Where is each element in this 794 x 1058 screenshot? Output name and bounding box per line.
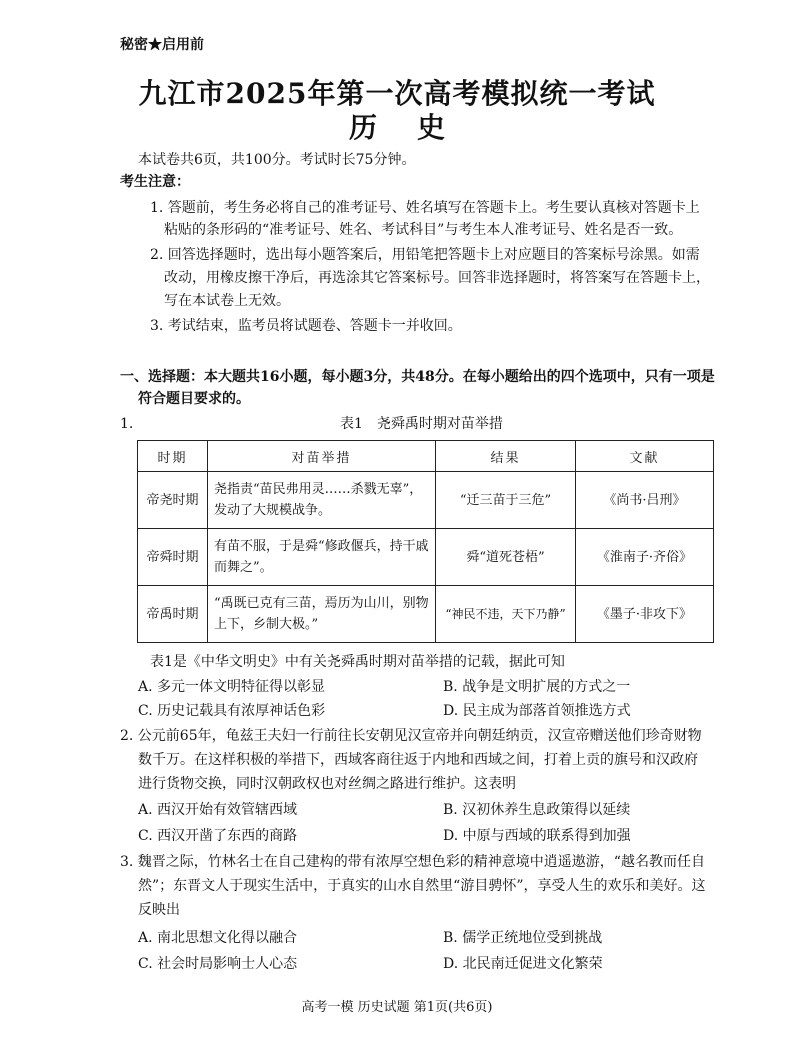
table-row [138,529,714,586]
table-cell: “迁三苗于三危” [436,472,576,529]
q3-stem-line: 然”；东晋文人于现实生活中，于真实的山水自然里“游目骋怀”，享受人生的欢乐和美好。这 [138,878,706,894]
section-heading-cont: 符合题目要求的。 [138,391,250,407]
table-cell: “禹既已克有三苗，焉历为山川，别物上下，乡制大极。” [208,586,436,643]
table-header: 对苗举措 [208,441,436,472]
notice-line: 改动，用橡皮擦干净后，再选涂其它答案标号。回答非选择题时，将答案写在答题卡上， [164,270,710,286]
q3-option-b: B. 儒学正统地位受到挑战 [443,930,603,946]
q1-option-c: C. 历史记载具有浓厚神话色彩 [138,703,326,719]
notice-line: 1. 答题前，考生务必将自己的准考证号、姓名填写在答题卡上。考生要认真核对答题卡上 [150,200,700,216]
q1-option-d: D. 民主成为部落首领推选方式 [443,703,631,719]
q3-stem-line: 3. 魏晋之际，竹林名士在自己建构的带有浓厚空想色彩的精神意境中逍遥遨游，“越名教而任自 [120,854,705,870]
q3-option-d: D. 北民南迁促进文化繁荣 [443,956,603,972]
exam-intro: 本试卷共6页，共100分。考试时长75分钟。 [138,152,416,168]
table-cell: 帝尧时期 [138,472,208,529]
notice-line: 2. 回答选择题时，选出每小题答案后，用铅笔把答题卡上对应题目的答案标号涂黑。如需 [150,247,700,263]
table-cell: “神民不违，天下乃静” [436,586,576,643]
notice-line: 粘贴的条形码的“准考证号、姓名、考试科目”与考生本人准考证号、姓名是否一致。 [164,222,683,238]
table-cell: 帝舜时期 [138,529,208,586]
confidential-mark: 秘密★启用前 [120,37,204,53]
q2-option-c: C. 西汉开凿了东西的商路 [138,828,298,844]
page-footer: 高考一模 历史试题 第1页(共6页) [301,1000,493,1015]
q2-option-b: B. 汉初休养生息政策得以延续 [443,802,631,818]
q3-option-c: C. 社会时局影响士人心态 [138,956,298,972]
q1-option-b: B. 战争是文明扩展的方式之一 [443,679,631,695]
notice-line: 3. 考试结束，监考员将试题卷、答题卡一并收回。 [150,318,462,334]
q1-table [137,440,714,643]
table-row [138,586,714,643]
table-cell: 舜“道死苍梧” [436,529,576,586]
table-cell: 有苗不服，于是舜“修政偃兵，持干戚而舞之”。 [208,529,436,586]
table-cell: 帝禹时期 [138,586,208,643]
q1-number: 1. [120,416,134,432]
notice-title: 考生注意： [120,174,190,190]
table-header: 文献 [576,441,714,472]
table-caption: 表1 尧舜禹时期对苗举措 [340,416,503,432]
q2-stem-line: 进行货物交换，同时汉朝政权也对丝绸之路进行维护。这表明 [138,776,516,792]
table-cell: 《墨子·非攻下》 [576,586,714,643]
table-header-row [138,441,714,472]
table-header: 时期 [138,441,208,472]
q2-option-d: D. 中原与西域的联系得到加强 [443,828,631,844]
exam-title: 九江市2025年第一次高考模拟统一考试 [138,77,656,110]
q3-stem-line: 反映出 [138,902,180,918]
table-cell: 《淮南子·齐俗》 [576,529,714,586]
table-row [138,472,714,529]
table-cell: 尧指责“苗民弗用灵……杀戮无辜”，发动了大规模战争。 [208,472,436,529]
section-heading: 一、选择题：本大题共16小题，每小题3分，共48分。在每小题给出的四个选项中，只有一项是 [120,369,715,385]
q2-stem-line: 数千万。在这样积极的举措下，西域客商往返于内地和西域之间，打着上贡的旗号和汉政府 [138,752,698,768]
q2-stem-line: 2. 公元前65年，龟兹王夫妇一行前往长安朝见汉宣帝并向朝廷纳贡，汉宣帝赠送他们珍奇财物 [120,728,702,744]
table-header: 结果 [436,441,576,472]
table-cell: 《尚书·吕刑》 [576,472,714,529]
q3-option-a: A. 南北思想文化得以融合 [138,930,298,946]
q1-option-a: A. 多元一体文明特征得以彰显 [138,679,326,695]
q1-stem: 表1是《中华文明史》中有关尧舜禹时期对苗举措的记载，据此可知 [150,654,565,670]
subject-title: 历史 [348,111,485,144]
q2-option-a: A. 西汉开始有效管辖西域 [138,802,298,818]
notice-line: 写在本试卷上无效。 [164,293,290,309]
